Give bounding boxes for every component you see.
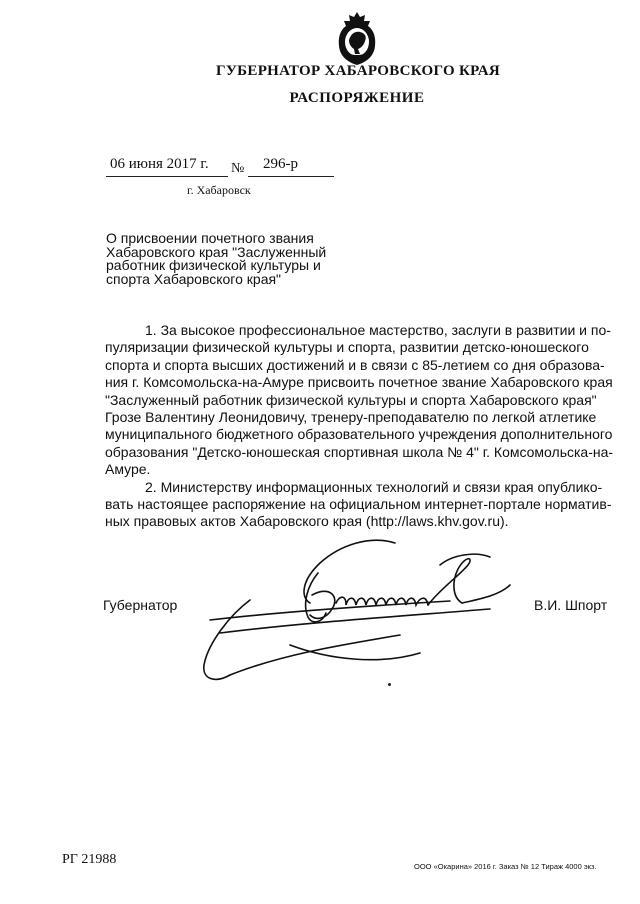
document-number: 296-р <box>263 156 298 172</box>
subject-line: спорта Хабаровского края" <box>106 270 282 287</box>
body-line: 1. За высокое профессиональное мастерство, заслуги в развитии и по- <box>145 322 611 338</box>
body-line: "Заслуженный работник физической культуры и спорта Хабаровского края" <box>105 391 597 408</box>
signature-icon <box>190 525 535 690</box>
document-body <box>105 322 613 531</box>
signer-name: В.И. Шпорт <box>534 597 608 613</box>
number-sign: № <box>231 161 245 176</box>
subject-line: работник физической культуры и <box>106 257 321 273</box>
signer-position: Губернатор <box>103 597 178 613</box>
body-line: вать настоящее распоряжение на официальном интернет-портале норматив- <box>105 496 612 513</box>
body-line: Амуре. <box>105 461 151 478</box>
document-subject <box>106 232 366 286</box>
body-line: ния г. Комсомольска-на-Амуре присвоить почетное звание Хабаровского края <box>105 374 613 391</box>
body-line: ных правовых актов Хабаровского края (http://laws.khv.gov.ru). <box>105 513 509 530</box>
printer-imprint: ООО «Окарина» 2016 г. Заказ № 12 Тираж 4000 экз. <box>414 862 597 871</box>
coat-of-arms-icon <box>334 8 380 66</box>
body-line: спорта и спорта высших достижений и в связи с 85-летием со дня образова- <box>105 356 605 373</box>
body-line: образования "Детско-юношеская спортивная школа № 4" г. Комсомольска-на- <box>105 443 614 460</box>
body-line: 2. Министерству информационных технологий и связи края опублико- <box>145 478 603 495</box>
date-underline <box>106 176 228 177</box>
document-type: РАСПОРЯЖЕНИЕ <box>289 90 425 106</box>
body-line: Грозе Валентину Леонидовичу, тренеру-преподавателю по легкой атлетике <box>105 409 597 426</box>
stray-dot <box>388 683 391 686</box>
issuer-title: ГУБЕРНАТОР ХАБАРОВСКОГО КРАЯ <box>216 63 500 79</box>
body-line: пуляризации физической культуры и спорта, развитии детско-юношеского <box>105 339 589 356</box>
body-line: муниципального бюджетного образовательного учреждения дополнительного <box>105 426 613 443</box>
document-date: 06 июня 2017 г. <box>110 156 209 172</box>
subject-line: Хабаровского края "Заслуженный <box>106 243 327 260</box>
issue-city: г. Хабаровск <box>187 183 251 197</box>
subject-line: О присвоении почетного звания <box>106 230 314 246</box>
registration-number: РГ 21988 <box>62 852 117 867</box>
number-underline <box>248 176 334 177</box>
